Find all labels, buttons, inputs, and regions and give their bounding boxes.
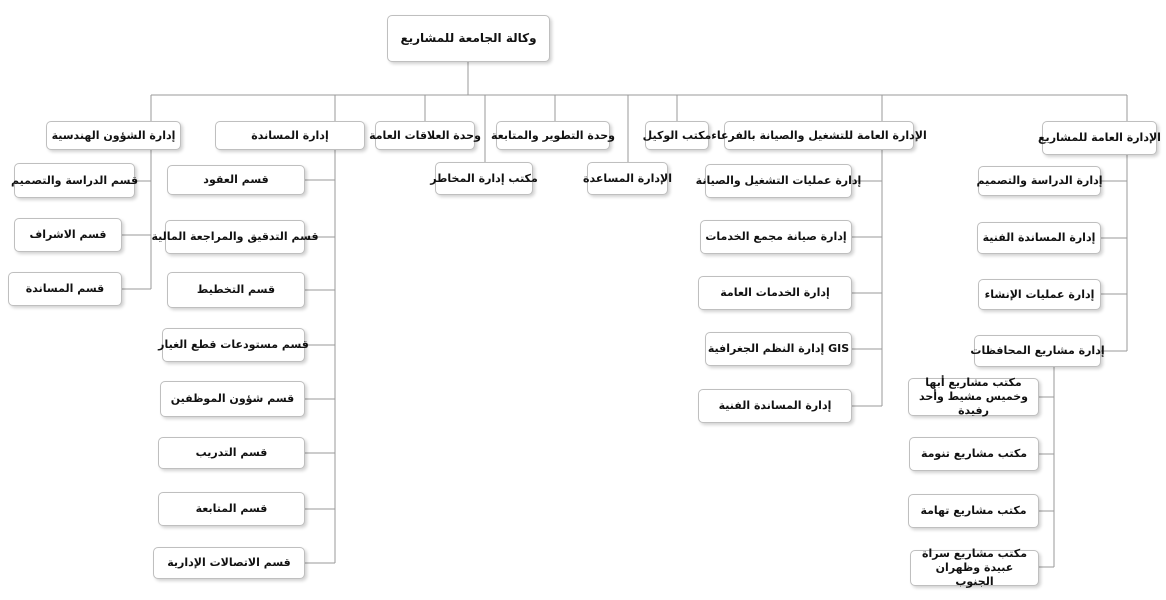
node-deputy-office: مكتب الوكيل	[645, 121, 709, 150]
operations-item: إدارة صيانة مجمع الخدمات	[700, 220, 852, 254]
support-item: قسم التدقيق والمراجعة المالية	[165, 220, 305, 254]
district-office: مكتب مشاريع سراة عبيدة وظهران الجنوب	[910, 550, 1039, 586]
engineering-item: قسم الدراسة والتصميم	[14, 163, 135, 198]
projects-item: إدارة مشاريع المحافظات	[974, 335, 1101, 367]
node-pr-unit: وحدة العلاقات العامة	[375, 121, 475, 150]
operations-item: GIS إدارة النظم الجغرافية	[705, 332, 852, 366]
support-item: قسم مستودعات قطع الغيار	[162, 328, 305, 362]
node-development-unit: وحدة التطوير والمتابعة	[496, 121, 610, 150]
support-item: قسم العقود	[167, 165, 305, 195]
node-support: إدارة المساندة	[215, 121, 365, 150]
engineering-item: قسم المساندة	[8, 272, 122, 306]
node-general-operations: الإدارة العامة للتشغيل والصيانة بالفرعاء	[724, 121, 914, 150]
projects-item: إدارة عمليات الإنشاء	[978, 279, 1101, 310]
district-office: مكتب مشاريع تنومة	[909, 437, 1039, 471]
operations-item: إدارة المساندة الفنية	[698, 389, 852, 423]
engineering-item: قسم الاشراف	[14, 218, 122, 252]
support-item: قسم التخطيط	[167, 272, 305, 308]
node-engineering: إدارة الشؤون الهندسية	[46, 121, 181, 150]
support-item: قسم المتابعة	[158, 492, 305, 526]
node-risk-office: مكتب إدارة المخاطر	[435, 162, 533, 195]
support-item: قسم شؤون الموظفين	[160, 381, 305, 417]
root-node: وكالة الجامعة للمشاريع	[387, 15, 550, 62]
support-item: قسم التدريب	[158, 437, 305, 469]
operations-item: إدارة عمليات التشغيل والصيانة	[705, 164, 852, 198]
support-item: قسم الاتصالات الإدارية	[153, 547, 305, 579]
operations-item: إدارة الخدمات العامة	[698, 276, 852, 310]
node-general-projects: الإدارة العامة للمشاريع	[1042, 121, 1157, 155]
projects-item: إدارة المساندة الفنية	[977, 222, 1101, 254]
district-office: مكتب مشاريع تهامة	[908, 494, 1039, 528]
projects-item: إدارة الدراسة والتصميم	[978, 166, 1101, 196]
district-office: مكتب مشاريع أبها وخميس مشيط وأحد رفيدة	[908, 378, 1039, 416]
node-assistance: الإدارة المساعدة	[587, 162, 668, 195]
